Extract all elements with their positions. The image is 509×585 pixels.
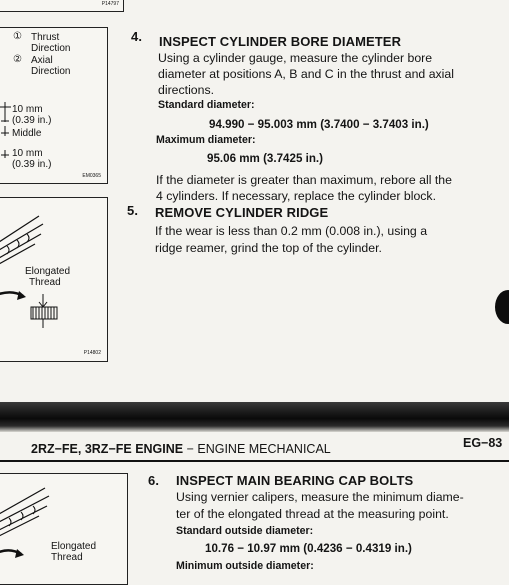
standard-diameter-label: Standard diameter: [158, 99, 255, 111]
step-4-note-1: If the diameter is greater than maximum, rebore all the [156, 173, 452, 187]
step-4-line-2: diameter at positions A, B and C in the thrust and axial [158, 67, 454, 81]
minimum-outside-diameter-label: Minimum outside diameter: [176, 560, 314, 572]
page-edge-shadow [495, 290, 509, 324]
lower-bolt-figure [0, 473, 128, 585]
header-section: ENGINE MECHANICAL [197, 442, 331, 456]
middle-label: Middle [12, 128, 42, 139]
bottom-distance-mm: 10 mm [12, 148, 43, 159]
step-5-heading: REMOVE CYLINDER RIDGE [155, 205, 329, 220]
step-4-line-3: directions. [158, 83, 215, 97]
thread-label: Thread [51, 552, 83, 563]
bolt-thread-figure [0, 197, 108, 362]
figure-code: EM0365 [82, 173, 101, 179]
step-6-line-2: ter of the elongated thread at the measuring point. [176, 507, 449, 521]
step-5-line-1: If the wear is less than 0.2 mm (0.008 in.), using a [155, 224, 428, 238]
header-rule [0, 460, 509, 462]
top-distance-in: (0.39 in.) [12, 115, 52, 126]
figure-code: P14797 [101, 1, 119, 7]
step-4-line-1: Using a cylinder gauge, measure the cylinder bore [158, 51, 433, 65]
axial-label-2: Direction [31, 66, 71, 77]
step-6-heading: INSPECT MAIN BEARING CAP BOLTS [176, 473, 414, 488]
step-4-note-2: 4 cylinders. If necessary, replace the cylinder block. [156, 189, 436, 203]
maximum-diameter-label: Maximum diameter: [156, 134, 256, 146]
top-distance-mm: 10 mm [12, 104, 43, 115]
thrust-label-2: Direction [31, 43, 71, 54]
step-4-heading: INSPECT CYLINDER BORE DIAMETER [159, 34, 402, 49]
axial-label: Axial [31, 55, 53, 66]
standard-diameter-value: 94.990 − 95.003 mm (3.7400 − 3.7403 in.) [209, 118, 429, 131]
standard-outside-diameter-label: Standard outside diameter: [176, 525, 314, 537]
step-6-number: 6. [148, 473, 160, 488]
header-title: 2RZ−FE, 3RZ−FE ENGINE [31, 442, 184, 456]
elongated-label: Elongated [25, 266, 71, 277]
elongated-label: Elongated [51, 541, 97, 552]
page-header [31, 442, 331, 456]
step-5-line-2: ridge reamer, grind the top of the cylinder. [155, 241, 382, 255]
axial-number: ② [13, 54, 22, 65]
bottom-distance-in: (0.39 in.) [12, 159, 52, 170]
figure-code: P14802 [83, 350, 101, 356]
thrust-number: ① [13, 31, 22, 42]
scan-divider [0, 402, 509, 432]
thread-label: Thread [29, 277, 61, 288]
step-4-number: 4. [131, 29, 143, 44]
thrust-label: Thrust [31, 32, 60, 43]
step-5-number: 5. [127, 203, 139, 218]
top-figure-frame [0, 0, 124, 12]
header-dash: − [183, 442, 198, 456]
page-number: EG−83 [463, 436, 503, 450]
step-6-line-1: Using vernier calipers, measure the minimum diame- [176, 490, 464, 504]
maximum-diameter-value: 95.06 mm (3.7425 in.) [207, 152, 323, 165]
standard-outside-diameter-value: 10.76 − 10.97 mm (0.4236 − 0.4319 in.) [205, 542, 412, 555]
bore-measurement-figure [0, 27, 108, 184]
